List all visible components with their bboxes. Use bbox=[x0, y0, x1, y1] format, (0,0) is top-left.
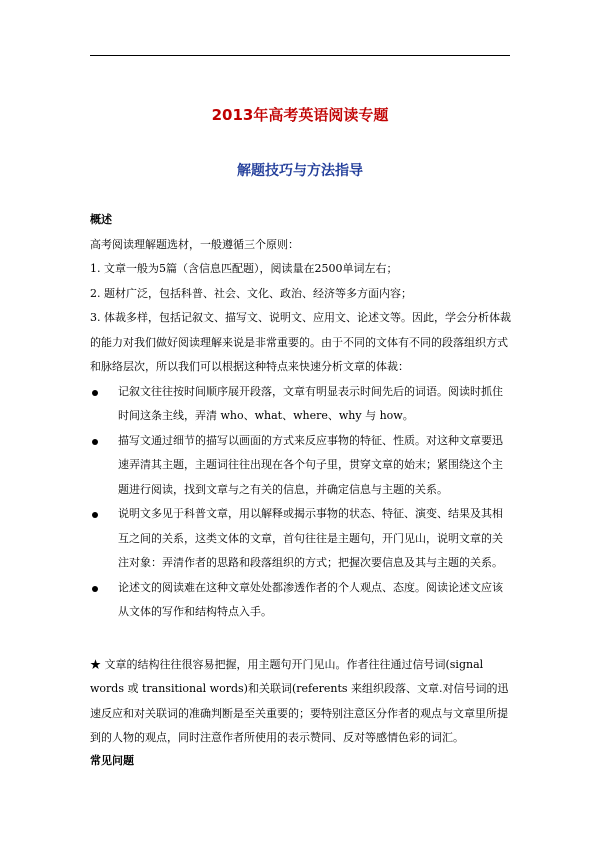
bullet-icon bbox=[92, 390, 98, 396]
principle-2: 2. 题材广泛，包括科普、社会、文化、政治、经济等多方面内容； bbox=[90, 286, 412, 300]
bullet-icon bbox=[92, 512, 98, 518]
list-item bbox=[90, 502, 512, 576]
bullet-icon bbox=[92, 586, 98, 592]
header-rule bbox=[90, 55, 510, 56]
document-body bbox=[90, 208, 512, 751]
intro-text: 高考阅读理解题选材，一般遵循三个原则： bbox=[90, 237, 299, 251]
principle-3: 3. 体裁多样，包括记叙文、描写文、说明文、应用文、论述文等。因此，学会分析体裁的能力对我们做好阅读理解来说是非常重要的。由于不同的文体有不同的段落组织方式和脉络层次，所以我们可以根据这种特点来快速分析文章的体裁： bbox=[90, 311, 511, 373]
structure-paragraph bbox=[90, 653, 512, 751]
list-item-text: 描写文通过细节的描写以画面的方式来反应事物的特征、性质。对这种文章要迅速弄清其主题，主题词往往出现在各个句子里，贯穿文章的始末；紧围绕这个主题进行阅读，找到文章与之有关的信息，并确定信息与主题的关系。 bbox=[118, 433, 503, 496]
principle-1: 1. 文章一般为5篇（含信息匹配题），阅读量在2500单词左右； bbox=[90, 262, 398, 275]
list-item bbox=[90, 576, 512, 625]
bullet-icon bbox=[92, 439, 98, 445]
structure-text: 文章的结构往往很容易把握，用主题句开门见山。作者往往通过信号词(signal words 或 transitional words)和关联词(referents 来组织段落、文章.对信号词的迅速反应和对关联词的准确判断是至关重要的；要特别注意区分作者的观点与文章里所提到的人物的观点，同时注意作者所使用的表示赞同、反对等感情色彩的词汇。 bbox=[90, 657, 509, 744]
list-item bbox=[90, 429, 512, 503]
genre-list bbox=[90, 380, 512, 625]
document-subtitle: 解题技巧与方法指导 bbox=[237, 163, 363, 179]
faq-heading: 常见问题 bbox=[90, 754, 134, 767]
list-item bbox=[90, 380, 512, 429]
list-item-text: 论述文的阅读难在这种文章处处都渗透作者的个人观点、态度。阅读论述文应该从文体的写作和结构特点入手。 bbox=[118, 580, 503, 618]
overview-heading: 概述 bbox=[90, 213, 112, 226]
list-item-text: 说明文多见于科普文章，用以解释或揭示事物的状态、特征、演变、结果及其相互之间的关系，这类文体的文章，首句往往是主题句，开门见山，说明文章的关注对象：弄清作者的思路和段落组织的方式；把握次要信息及其与主题的关系。 bbox=[118, 507, 503, 569]
star-icon: ★ bbox=[90, 657, 101, 671]
list-item-text: 记叙文往往按时间顺序展开段落，文章有明显表示时间先后的词语。阅读时抓住时间这条主线，弄清 who、what、where、why 与 how。 bbox=[118, 384, 503, 422]
document-title: 2013年高考英语阅读专题 bbox=[211, 106, 389, 124]
